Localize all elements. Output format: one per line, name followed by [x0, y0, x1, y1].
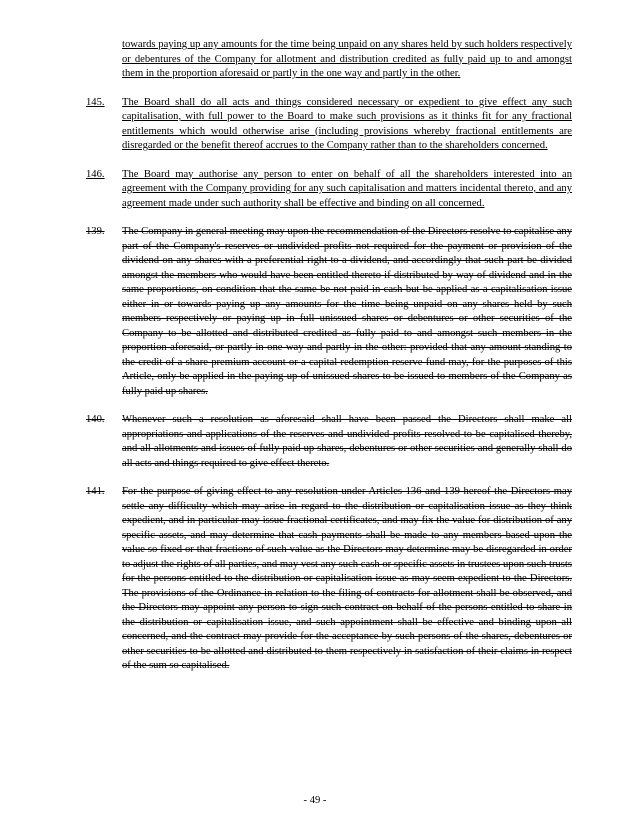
paragraph-text: The Board may authorise any person to enter on behalf of all the shareholders interested into an agreement with the Company providing for any such capitalisation and matters incidental thereto, and any agreement made under such authority shall be effective and binding on all concerned.	[122, 168, 572, 209]
paragraph-number: 140.	[86, 414, 105, 425]
page-number: - 49 -	[303, 794, 327, 806]
paragraph-text: towards paying up any amounts for the time being unpaid on any shares held by such holders respectively or debentures of the Company for allotment and distribution credited as fully paid up to and amongst them in the proportion aforesaid or partly in the one way and partly in the other.	[122, 39, 572, 79]
paragraph-number: 145.	[86, 96, 105, 108]
paragraph-number: 139.	[86, 226, 105, 237]
paragraph-continuation	[86, 38, 572, 82]
paragraph-140	[86, 413, 572, 471]
paragraph-text: For the purpose of giving effect to any resolution under Articles 136 and 139 hereof the Directors may settle any difficulty which may arise in regard to the distribution or capitalisation issue as they think expedient, and in particular may issue fractional certificates, and may fix the value for distribution of any specific assets, and may determine that cash payments shall be made to any members based upon the value so fixed or that fractions of such value as the Directors may determine may be disregarded in order to adjust the rights of all parties, and may vest any such cash or specific assets in trustees upon such trusts for the persons entitled to the distribution or capitalisation issue as may seem expedient to the Directors. The provisions of the Ordinance in relation to the filing of contracts for allotment shall be observed, and the Directors may appoint any person to sign such contract on behalf of the persons entitled to share in the distribution or capitalisation issue, and such appointment shall be effective and binding upon all concerned, and the contract may provide for the acceptance by such persons of the shares, debentures or other securities to be allotted and distributed to them respectively in satisfaction of their claims in respect of the sum so capitalised.	[122, 486, 572, 671]
paragraph-141	[86, 485, 572, 674]
paragraph-text: The Company in general meeting may upon the recommendation of the Directors resolve to capitalise any part of the Company's reserves or undivided profits not required for the payment or provision of the dividend on any shares with a preferential right to a dividend, and accordingly that such part be divided amongst the members who would have been entitled thereto if distributed by way of dividend and in the same proportions, on condition that the same be not paid in cash but be applied as a capitalisation issue either in or towards paying up any amounts for the time being unpaid on any shares held by such members respectively or paying up in full unissued shares or debentures or other securities of the Company to be allotted and distributed credited as fully paid to and amongst such members in the proportion aforesaid, or partly in one way and partly in the other: provided that any amount standing to the credit of a share premium account or a capital redemption reserve fund may, for the purposes of this Article, only be applied in the paying up of unissued shares to be issued to members of the Company as fully paid up shares.	[122, 226, 572, 397]
paragraph-139	[86, 225, 572, 399]
paragraph-146	[86, 168, 572, 212]
paragraph-145	[86, 96, 572, 154]
document-content	[0, 38, 630, 688]
paragraph-number	[86, 38, 122, 82]
paragraph-text: The Board shall do all acts and things considered necessary or expedient to give effect any such capitalisation, with full power to the Board to make such provisions as it thinks fit for any fractional entitlements which would otherwise arise (including provisions whereby fractional entitlements are disregarded or the benefit thereof accrues to the Company rather than to the shareholders concerned.	[122, 96, 572, 151]
paragraph-number: 146.	[86, 168, 105, 180]
paragraph-number: 141.	[86, 486, 105, 497]
paragraph-text: Whenever such a resolution as aforesaid shall have been passed the Directors shall make all appropriations and applications of the reserves and undivided profits resolved to be capitalised thereby, and all allotments and issues of fully paid up shares, debentures or other securities and generally shall do all acts and things required to give effect thereto.	[122, 414, 572, 469]
